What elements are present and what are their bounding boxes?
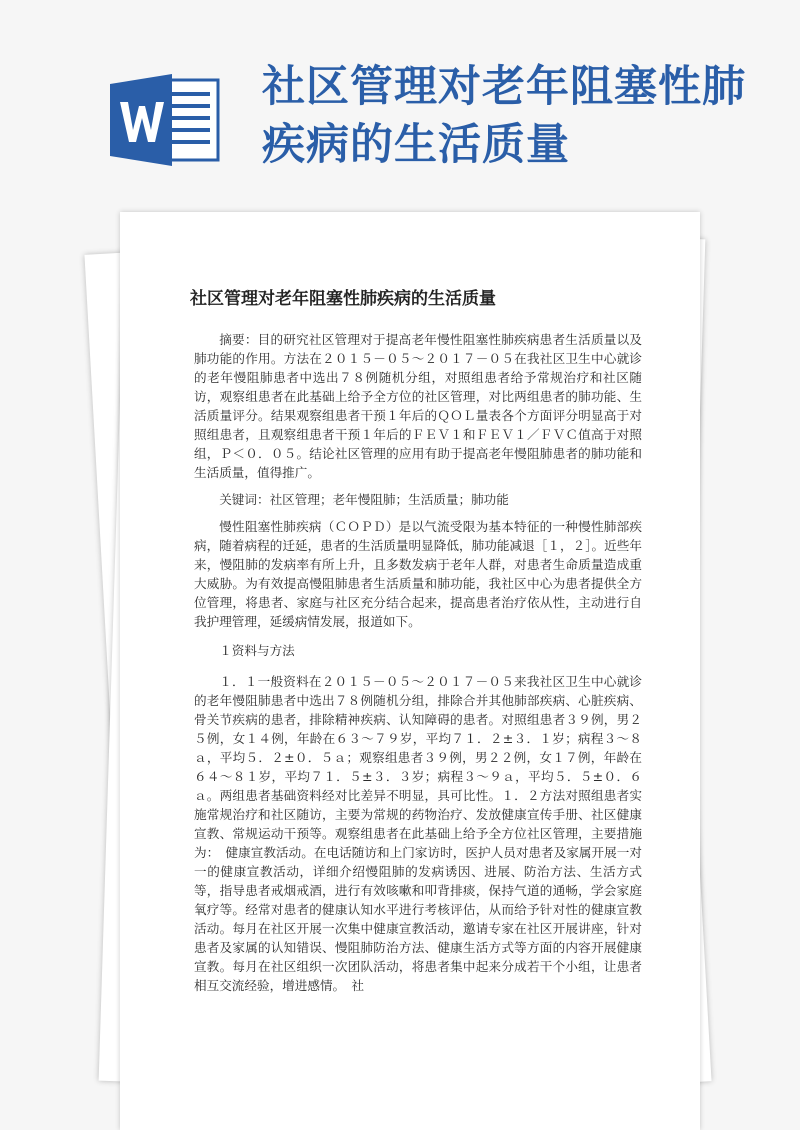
intro-paragraph: 慢性阻塞性肺疾病（ＣＯＰＤ）是以气流受限为基本特征的一种慢性肺部疾病，随着病程的迁延，患者的生活质量明显降低，肺功能减退［１，２］。近些年来，慢阻肺的发病率有所上升，且多数发病于老年人群，对患者生命质量造成重大威胁。为有效提高慢阻肺患者生活质量和肺功能，我社区中心为患者提供全方位管理，将患者、家庭与社区充分结合起来，提高患者治疗依从性，主动进行自我护理管理，延缓病情发展，报道如下。 xyxy=(194,519,642,629)
abstract-paragraph: 摘要：目的研究社区管理对于提高老年慢性阻塞性肺疾病患者生活质量以及肺功能的作用。方法在２０１５－０５～２０１７－０５在我社区卫生中心就诊的老年慢阻肺患者中选出７８例随机分组，对照组患者给予常规治疗和社区随访，观察组患者在此基础上给予全方位的社区管理，对比两组患者的肺功能、生活质量评分。结果观察组患者干预１年后的ＱＯＬ量表各个方面评分明显高于对照组患者，且观察组患者干预１年后的ＦＥＶ１和ＦＥＶ１／ＦＶＣ值高于对照组，Ｐ＜０．０５。结论社区管理的应用有助于提高老年慢阻肺患者的肺功能和生活质量，值得推广。 xyxy=(194,332,642,480)
document-body xyxy=(194,330,642,1003)
header-title: 社区管理对老年阻塞性肺疾病的生活质量 xyxy=(262,62,746,170)
keywords-paragraph: 关键词：社区管理；老年慢阻肺；生活质量；肺功能 xyxy=(219,492,509,507)
word-document-icon xyxy=(108,70,224,170)
document-title: 社区管理对老年阻塞性肺疾病的生活质量 xyxy=(190,289,496,309)
section-heading: １资料与方法 xyxy=(219,643,295,658)
document-page xyxy=(120,212,700,1130)
methods-paragraph: １．１一般资料在２０１５－０５～２０１７－０５来我社区卫生中心就诊的老年慢阻肺患者中选出７８例随机分组，排除合并其他肺部疾病、心脏疾病、骨关节疾病的患者，排除精神疾病、认知障碍的患者。对照组患者３９例，男２５例，女１４例，年龄在６３～７９岁，平均７１．２±３．１岁；病程３～８ａ，平均５．２±０．５ａ；观察组患者３９例，男２２例，女１７例，年龄在６４～８１岁，平均７１．５±３．３岁；病程３～９ａ，平均５．５±０．６ａ。两组患者基础资料经对比差异不明显，具可比性。１．２方法对照组患者实施常规治疗和社区随访，主要为常规的药物治疗、发放健康宣传手册、社区健康宣教、常规运动干预等。观察组患者在此基础上给予全方位社区管理，主要措施为： 健康宣教活动。在电话随访和上门家访时，医护人员对患者及家属开展一对一的健康宣教活动，详细介绍慢阻肺的发病诱因、进展、防治方法、生活方式等，指导患者戒烟戒酒，进行有效咳嗽和叩背排痰，保持气道的通畅，学会家庭氧疗等。经常对患者的健康认知水平进行考核评估，从而给予针对性的健康宣教活动。每月在社区开展一次集中健康宣教活动，邀请专家在社区开展讲座，针对患者及家属的认知错误、慢阻肺防治方法、健康生活方式等方面的内容开展健康宣教。每月在社区组织一次团队活动，将患者集中起来分成若干个小组，让患者相互交流经验，增进感情。 社 xyxy=(194,674,642,993)
header-banner xyxy=(0,0,800,215)
